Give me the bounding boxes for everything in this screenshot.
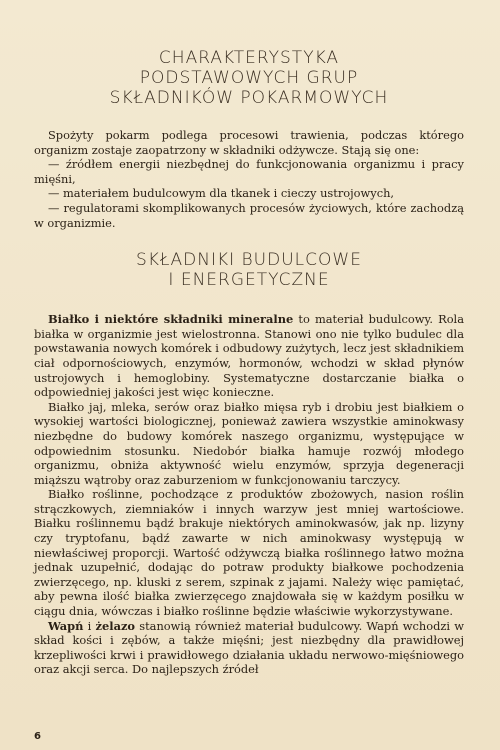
- page-number: 6: [34, 731, 41, 742]
- body-paragraph-4-connector: i: [83, 618, 96, 633]
- body-paragraph-1: [34, 312, 464, 400]
- section-title-line-2: I ENERGETYCZNE: [168, 270, 330, 291]
- body-paragraph-4-text: stanowią również materiał budulcowy. Wapń wchodzi w skład kości i zębów, a także mięśni; jest niezbędny dla prawidłowej krzepliwości krwi i prawidłowego działania układu nerwowo-mięśniowego oraz akcji serca. Do najlepszych źródeł: [34, 618, 465, 677]
- section-body: [34, 312, 464, 677]
- bold-term-protein: Białko i niektóre składniki mineralne: [48, 312, 294, 327]
- intro-bullet-3: — regulatorami skomplikowanych procesów życiowych, które zachodzą w organizmie.: [34, 200, 464, 230]
- bold-term-iron: żelazo: [95, 618, 136, 633]
- section-title: [34, 250, 464, 290]
- body-paragraph-1-text: to materiał budulcowy. Rola białka w organizmie jest wielostronna. Stanowi ono nie tylko budulec dla powstawania nowych komórek i odbudowy zużytych, lecz jest składnikiem ciał odpornościowych, enzymów, hormonów, wchodzi w skład płynów ustrojowych i hemoglobiny. Systematyczne dostarczanie białka o odpowiedniej jakości jest więc konieczne.: [34, 312, 464, 400]
- chapter-title: [34, 48, 464, 108]
- intro-paragraph: Spożyty pokarm podlega procesowi trawienia, podczas którego organizm zostaje zaopatrzony w składniki odżywcze. Stają się one:: [34, 128, 464, 157]
- chapter-title-line-2: PODSTAWOWYCH GRUP: [139, 68, 359, 88]
- chapter-title-line-1: CHARAKTERYSTYKA: [158, 48, 340, 68]
- intro-bullet-2: — materiałem budulcowym dla tkanek i cieczy ustrojowych,: [48, 186, 395, 201]
- intro-block: [34, 128, 464, 230]
- section-title-line-1: SKŁADNIKI BUDULCOWE: [136, 250, 362, 271]
- chapter-title-line-3: SKŁADNIKÓW POKARMOWYCH: [109, 88, 389, 108]
- intro-bullet-1: — źródłem energii niezbędnej do funkcjonowania organizmu i pracy mięśni,: [34, 157, 464, 186]
- body-paragraph-4: [34, 619, 464, 677]
- bold-term-calcium: Wapń: [48, 618, 84, 633]
- body-paragraph-3: Białko roślinne, pochodzące z produktów zbożowych, nasion roślin strączkowych, ziemniaków i innych warzyw jest mniej wartościowe. Białku roślinnemu bądź brakuje niektórych aminokwasów, jak np. lizyny czy tryptofanu, bądź zawarte w nich aminokwasy występują w niewłaściwej proporcji. Wartość odżywczą białka roślinnego łatwo można jednak uzupełnić, dodając do potraw produkty białkowe pochodzenia zwierzęcego, np. kluski z serem, szpinak z jajami. Należy więc pamiętać, aby pewna ilość białka zwierzęcego znajdowała się w każdym posiłku w ciągu dnia, wówczas i białko roślinne będzie właściwie wykorzystywane.: [34, 487, 464, 619]
- body-paragraph-2: Białko jaj, mleka, serów oraz białko mięsa ryb i drobiu jest białkiem o wysokiej wartości biologicznej, ponieważ zawiera wszystkie aminokwasy niezbędne do budowy komórek naszego organizmu, występujące w odpowiednim stosunku. Niedobór białka hamuje rozwój młodego organizmu, obniża aktywność wielu enzymów, sprzyja degeneracji miąższu wątroby oraz zaburzeniom w funkcjonowaniu tarczycy.: [34, 399, 464, 487]
